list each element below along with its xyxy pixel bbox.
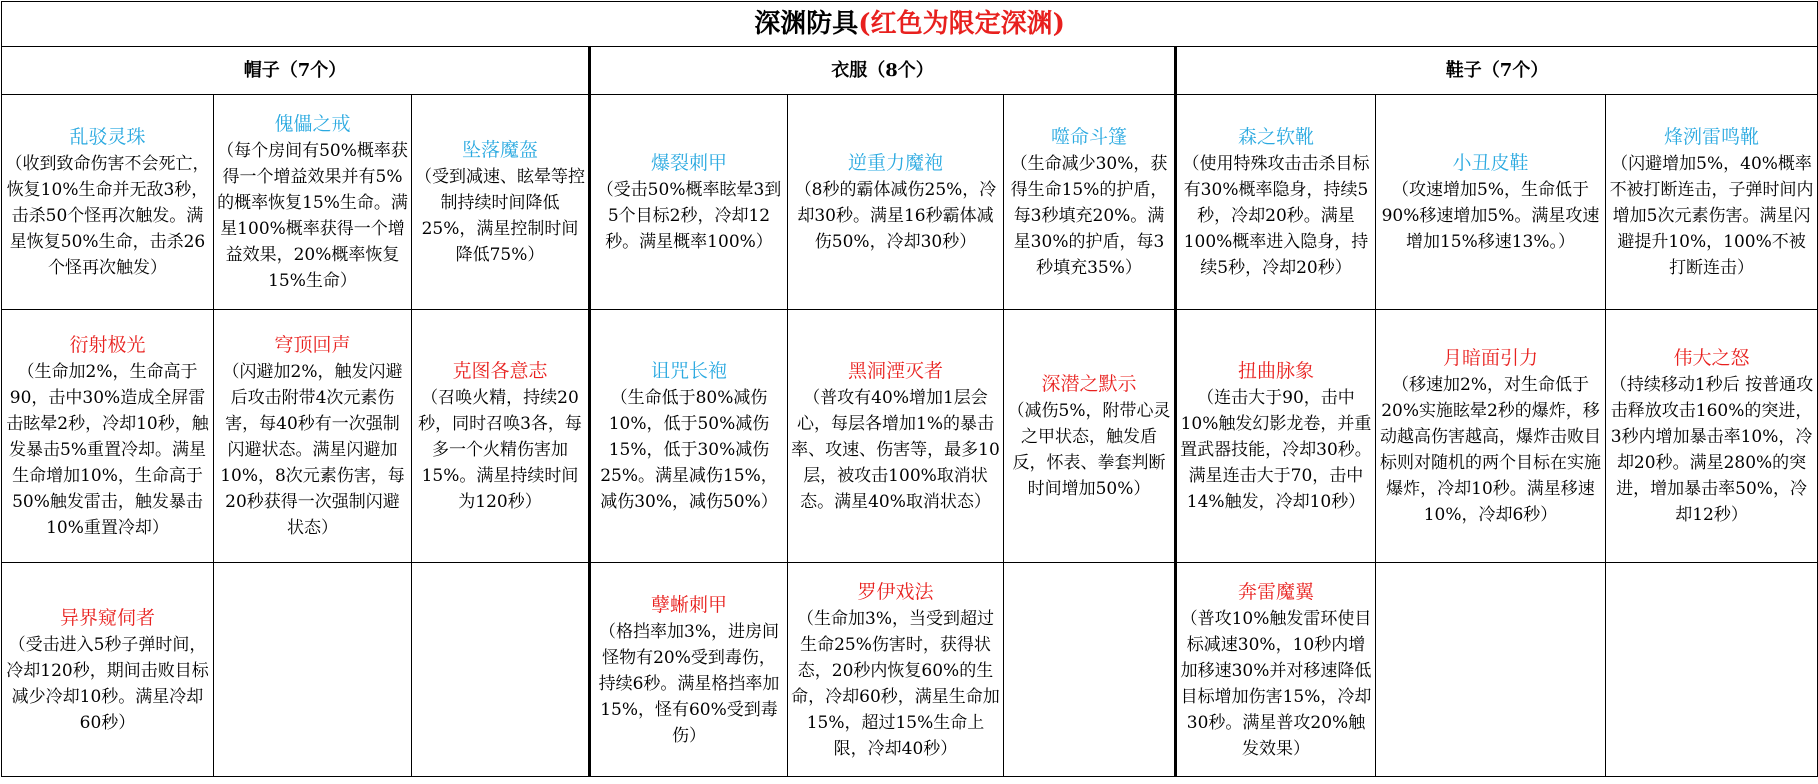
table-row (2, 563, 1818, 777)
item-cell (590, 563, 788, 777)
item-cell (1376, 95, 1606, 310)
item-name: 异界窥伺者 (59, 606, 155, 629)
item-cell (214, 95, 412, 310)
empty-cell (1004, 563, 1176, 777)
item-description: （召唤火精，持续20秒，同时召唤3各，每多一个火精伤害加15%。满星持续时间为120秒） (418, 388, 582, 512)
item-name: 爆裂刺甲 (650, 152, 727, 174)
item-cell (590, 310, 788, 563)
item-description: （受到减速、眩晕等控制持续时间降低25%，满星控制时间降低75%） (415, 167, 585, 265)
item-description: （减伤5%，附带心灵之甲状态，触发盾反，怀表、拳套判断时间增加50%） (1007, 401, 1171, 499)
item-name: 噬命斗篷 (1050, 126, 1127, 148)
item-description: （生命加3%，当受到超过生命25%伤害时，获得状态，20秒内恢复60%的生命，冷却60秒，满星生命加15%，超过15%生命上限，冷却40秒） (791, 608, 1000, 759)
item-name: 森之软靴 (1237, 126, 1314, 148)
item-description: （受击进入5秒子弹时间，冷却120秒，期间击败目标减少冷却10秒。满星冷却60秒） (6, 634, 209, 733)
item-name: 黑洞湮灭者 (847, 360, 943, 382)
category-hats: 帽子（7个） (2, 47, 590, 95)
item-description: （使用特殊攻击击杀目标有30%概率隐身，持续5秒，冷却20秒。满星100%概率进入隐身，持续5秒，冷却20秒） (1182, 154, 1370, 278)
item-description: （生命低于80%减伤10%，低于50%减伤15%，低于30%减伤25%。满星减伤15%，减伤30%，减伤50%） (600, 388, 778, 512)
item-name: 衍射极光 (69, 334, 146, 356)
empty-cell (214, 563, 412, 777)
item-cell (412, 310, 590, 563)
item-description: （攻速增加5%，生命低于90%移速增加5%。满星攻速增加15%移速13%。） (1381, 180, 1600, 252)
item-description: （闪避加2%，触发闪避后攻击附带4次元素伤害，每40秒有一次强制闪避状态。满星闪避加10%，8次元素伤害，每20秒获得一次强制闪避状态） (220, 362, 405, 538)
item-name: 深潜之默示 (1041, 373, 1137, 395)
item-name: 乱驳灵珠 (69, 126, 146, 148)
table-row (2, 95, 1818, 310)
table-title (2, 2, 1818, 47)
title-paren-close: ) (1052, 9, 1065, 39)
item-name: 扭曲脉象 (1237, 360, 1314, 382)
item-description: （每个房间有50%概率获得一个增益效果并有5%的概率恢复15%生命。满星100%概率获得一个增益效果，20%概率恢复15%生命） (217, 141, 408, 291)
item-name: 奔雷魔翼 (1237, 580, 1314, 603)
item-name: 诅咒长袍 (650, 360, 727, 382)
title-paren-open: ( (858, 9, 871, 39)
item-name: 罗伊戏法 (857, 580, 934, 603)
item-cell (1176, 95, 1376, 310)
item-name: 伟大之怒 (1673, 347, 1750, 369)
item-cell (2, 563, 214, 777)
item-description: （普攻有40%增加1层会心，每层各增加1%的暴击率、攻速、伤害等，最多10层，被攻击100%取消状态。满星40%取消状态） (791, 388, 1000, 512)
title-note: 红色为限定深渊 (870, 9, 1053, 39)
item-cell (2, 95, 214, 310)
item-name: 月暗面引力 (1442, 347, 1538, 369)
item-description: （8秒的霸体减伤25%，冷却30秒。满星16秒霸体减伤50%，冷却30秒） (794, 180, 997, 252)
item-description: （生命减少30%，获得生命15%的护盾，每3秒填充20%。满星30%的护盾，每3秒填充35%） (1010, 154, 1168, 278)
item-name: 坠落魔盔 (461, 139, 538, 161)
empty-cell (1376, 563, 1606, 777)
item-cell (1176, 563, 1376, 777)
item-cell (1176, 310, 1376, 563)
item-description: （持续移动1秒后 按普通攻击释放攻击160%的突进，3秒内增加暴击率10%，冷却20秒。满星280%的突进，增加暴击率50%，冷却12秒） (1609, 375, 1814, 525)
item-cell (1606, 310, 1818, 563)
item-cell (788, 310, 1004, 563)
item-cell (1004, 310, 1176, 563)
item-cell (412, 95, 590, 310)
item-name: 孽蜥刺甲 (650, 593, 727, 616)
item-description: （收到致命伤害不会死亡，恢复10%生命并无敌3秒，击杀50个怪再次触发。满星恢复50%生命，击杀26个怪再次触发） (5, 154, 210, 278)
title-main: 深渊防具 (754, 9, 859, 39)
item-name: 烽洌雷鸣靴 (1664, 126, 1760, 148)
item-cell (2, 310, 214, 563)
item-description: （受击50%概率眩晕3到5个目标2秒，冷却12秒。满星概率100%） (596, 180, 782, 252)
item-name: 小丑皮鞋 (1452, 152, 1529, 174)
item-cell (1376, 310, 1606, 563)
item-cell (1606, 95, 1818, 310)
item-cell (788, 563, 1004, 777)
empty-cell (412, 563, 590, 777)
item-description: （格挡率加3%，进房间怪物有20%受到毒伤，持续6秒。满星格挡率加15%，怪有60%受到毒伤） (598, 621, 780, 746)
item-cell (788, 95, 1004, 310)
item-cell (590, 95, 788, 310)
item-cell (214, 310, 412, 563)
item-name: 逆重力魔袍 (847, 152, 943, 174)
item-cell (1004, 95, 1176, 310)
empty-cell (1606, 563, 1818, 777)
table-row (2, 310, 1818, 563)
item-name: 克图各意志 (452, 360, 548, 382)
item-description: （生命加2%，生命高于90，击中30%造成全屏雷击眩晕2秒，冷却10秒，触发暴击5%重置冷却。满星生命增加10%，生命高于50%触发雷击，触发暴击10%重置冷却） (6, 362, 209, 538)
category-clothes: 衣服（8个） (590, 47, 1176, 95)
item-description: （移速加2%，对生命低于20%实施眩晕2秒的爆炸，移动越高伤害越高，爆炸击败目标则对随机的两个目标在实施爆炸，冷却10秒。满星移速10%，冷却6秒） (1380, 375, 1601, 525)
item-name: 穹顶回声 (274, 334, 351, 356)
item-name: 傀儡之戒 (274, 113, 351, 135)
item-description: （普攻10%触发雷环使目标减速30%，10秒内增加移速30%并对移速降低目标增加伤害15%，冷却30秒。满星普攻20%触发效果） (1180, 608, 1372, 759)
item-description: （闪避增加5%，40%概率不被打断连击，子弹时间内增加5次元素伤害。满星闪避提升10%，100%不被打断连击） (1609, 154, 1814, 278)
item-description: （连击大于90，击中10%触发幻影龙卷，并重置武器技能，冷却30秒。满星连击大于70，击中14%触发，冷却10秒） (1180, 388, 1372, 512)
abyss-armor-table (1, 1, 1818, 777)
category-shoes: 鞋子（7个） (1176, 47, 1818, 95)
